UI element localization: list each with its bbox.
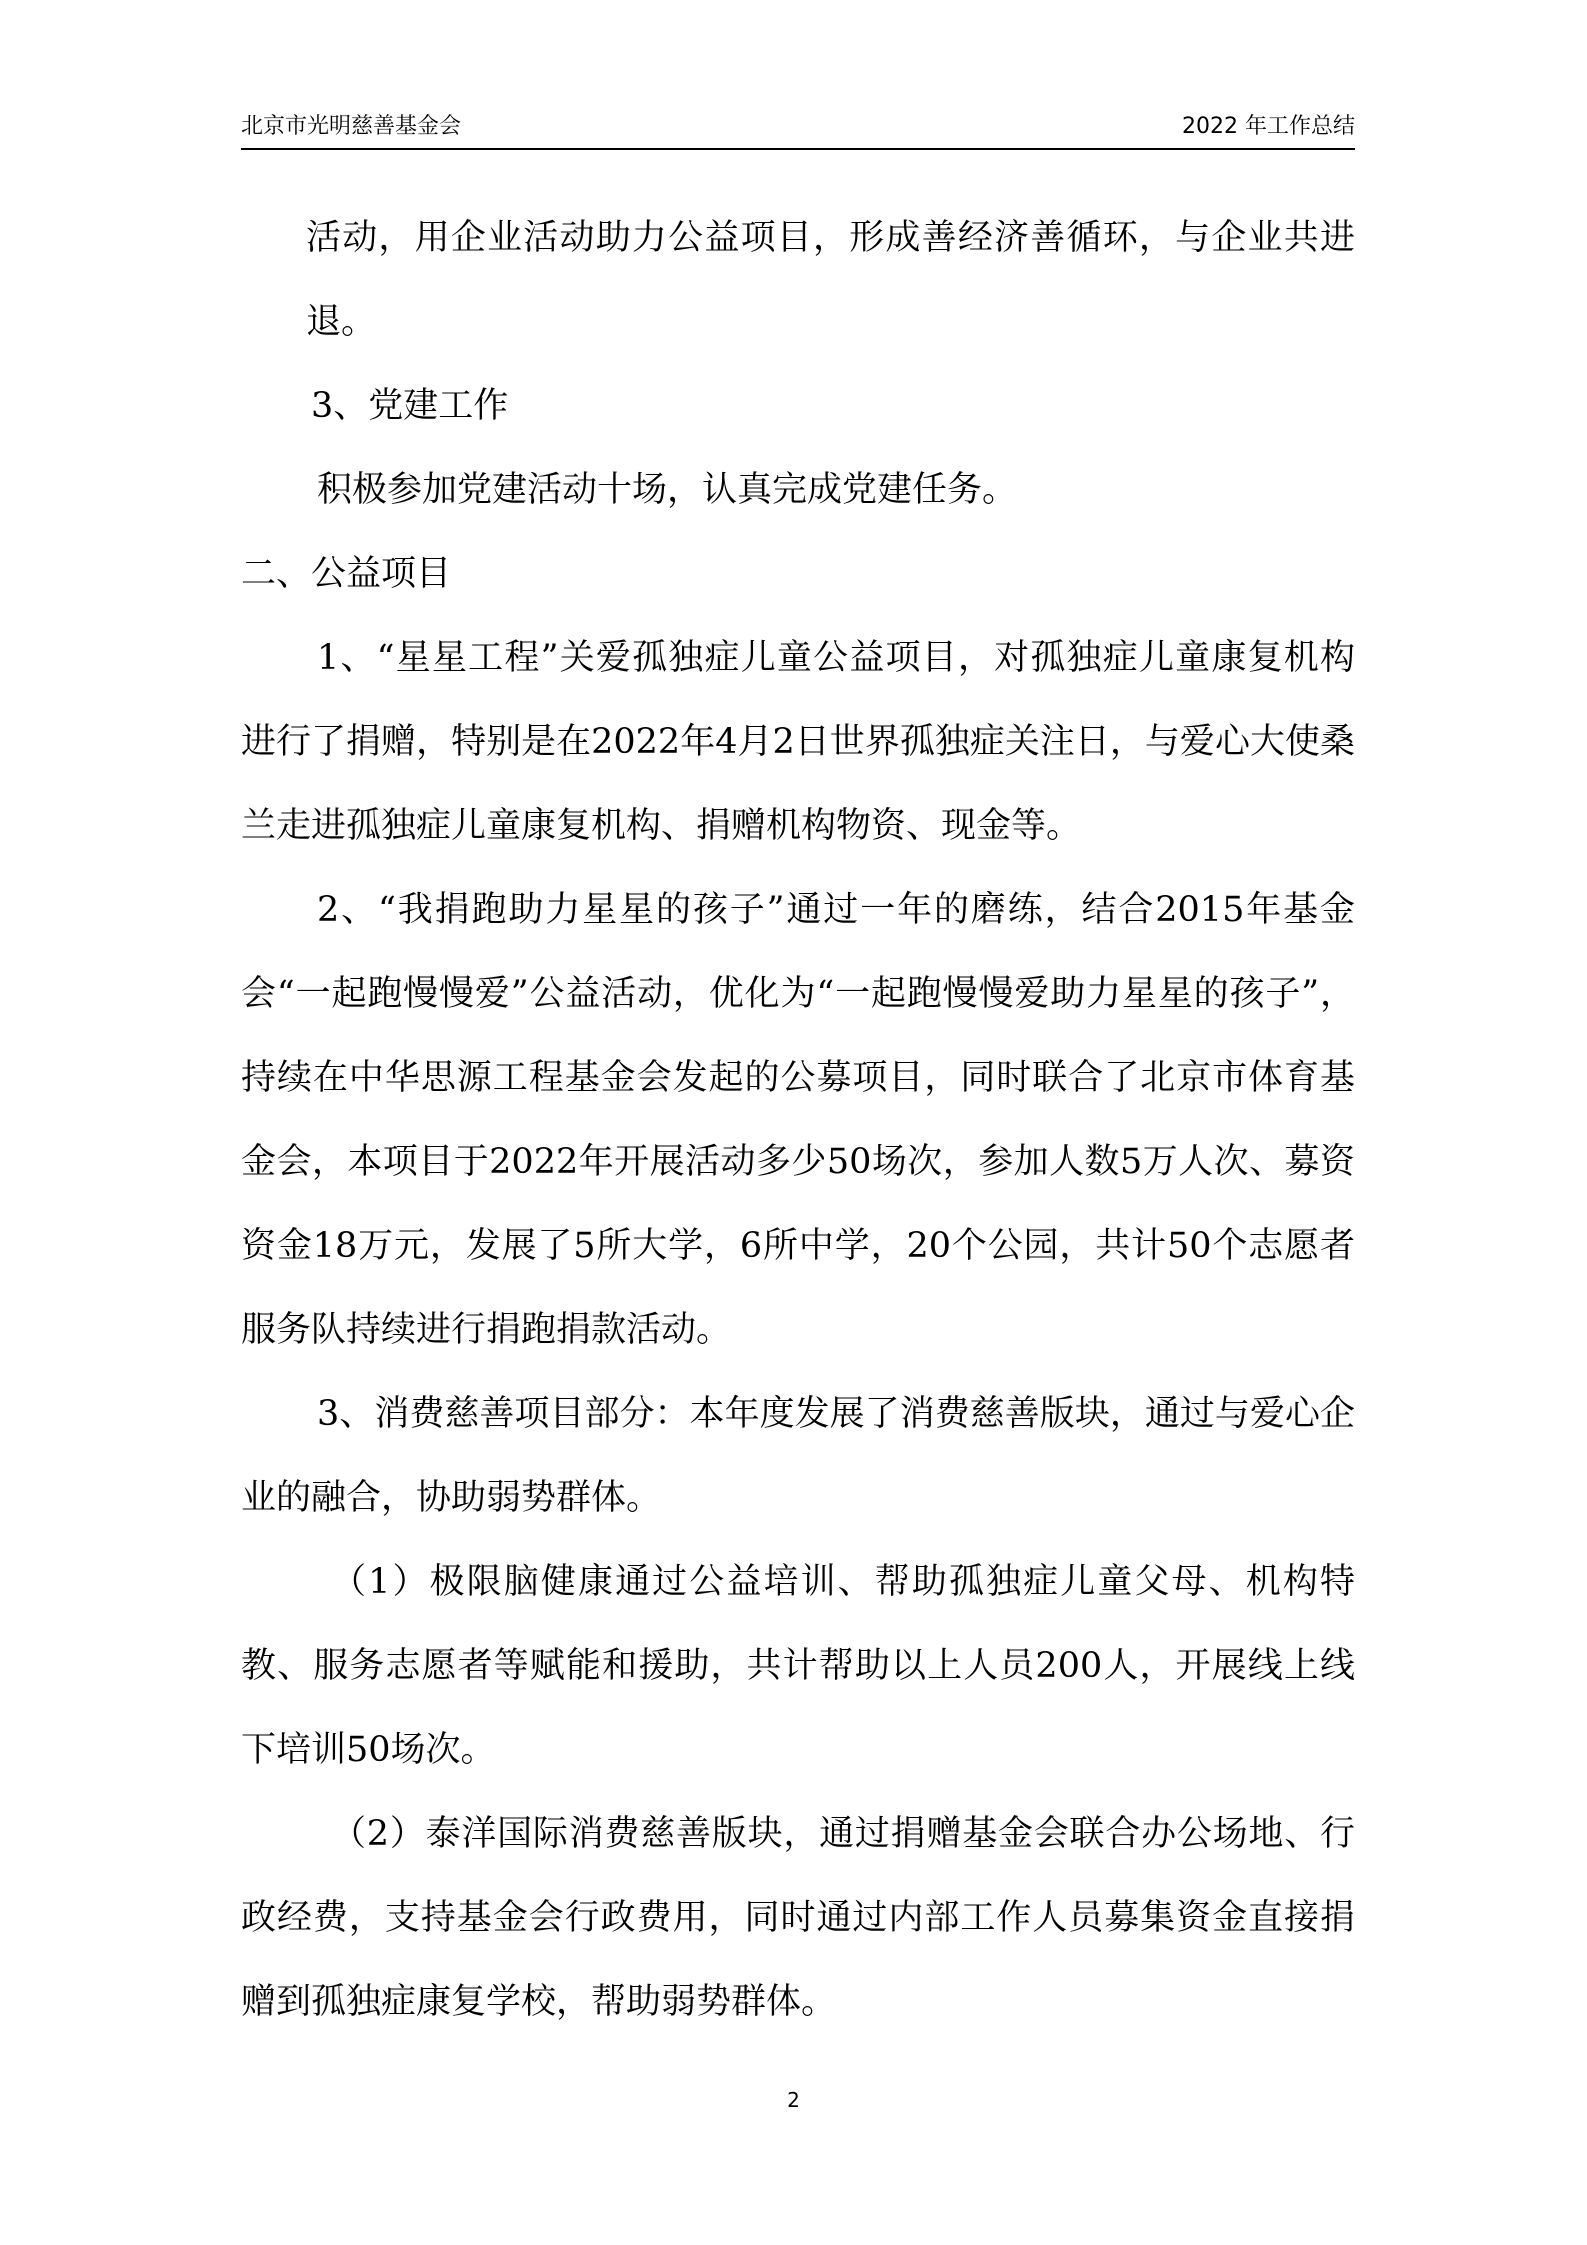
page-header (241, 110, 1355, 150)
header-report-title: 2022 年工作总结 (1182, 114, 1355, 139)
section-heading-party-building: 3、党建工作 (311, 386, 509, 426)
paragraph-brain-health: （1）极限脑健康通过公益培训、帮助孤独症儿童父母、机构特教、服务志愿者等赋能和援助，共计帮助以上人员200人，开展线上线下培训50场次。 (241, 1562, 1355, 1770)
paragraph-taiyang-international: （2）泰洋国际消费慈善版块，通过捐赠基金会联合办公场地、行政经费，支持基金会行政费用，同时通过内部工作人员募集资金直接捐赠到孤独症康复学校，帮助弱势群体。 (241, 1814, 1355, 2022)
document-body (241, 196, 1355, 2044)
paragraph-charity-run: 2、“我捐跑助力星星的孩子”通过一年的磨练，结合2015年基金会“一起跑慢慢爱”公益活动，优化为“一起跑慢慢爱助力星星的孩子”，持续在中华思源工程基金会发起的公募项目，同时联合了北京市体育基金会，本项目于2022年开展活动多少50场次，参加人数5万人次、募资资金18万元，发展了5所大学，6所中学，20个公园，共计50个志愿者服务队持续进行捐跑捐款活动。 (241, 890, 1355, 1350)
page-number: 2 (787, 2088, 800, 2112)
header-organization: 北京市光明慈善基金会 (241, 114, 462, 139)
section-heading-public-welfare: 二、公益项目 (241, 554, 452, 594)
paragraph-consumer-charity: 3、消费慈善项目部分：本年度发展了消费慈善版块，通过与爱心企业的融合，协助弱势群体。 (241, 1394, 1355, 1518)
paragraph-party-building: 积极参加党建活动十场，认真完成党建任务。 (317, 470, 1018, 510)
paragraph-star-project: 1、“星星工程”关爱孤独症儿童公益项目，对孤独症儿童康复机构进行了捐赠，特别是在2022年4月2日世界孤独症关注日，与爱心大使桑兰走进孤独症儿童康复机构、捐赠机构物资、现金等。 (241, 638, 1355, 846)
paragraph-continuation: 活动，用企业活动助力公益项目，形成善经济善循环，与企业共进退。 (306, 218, 1355, 342)
